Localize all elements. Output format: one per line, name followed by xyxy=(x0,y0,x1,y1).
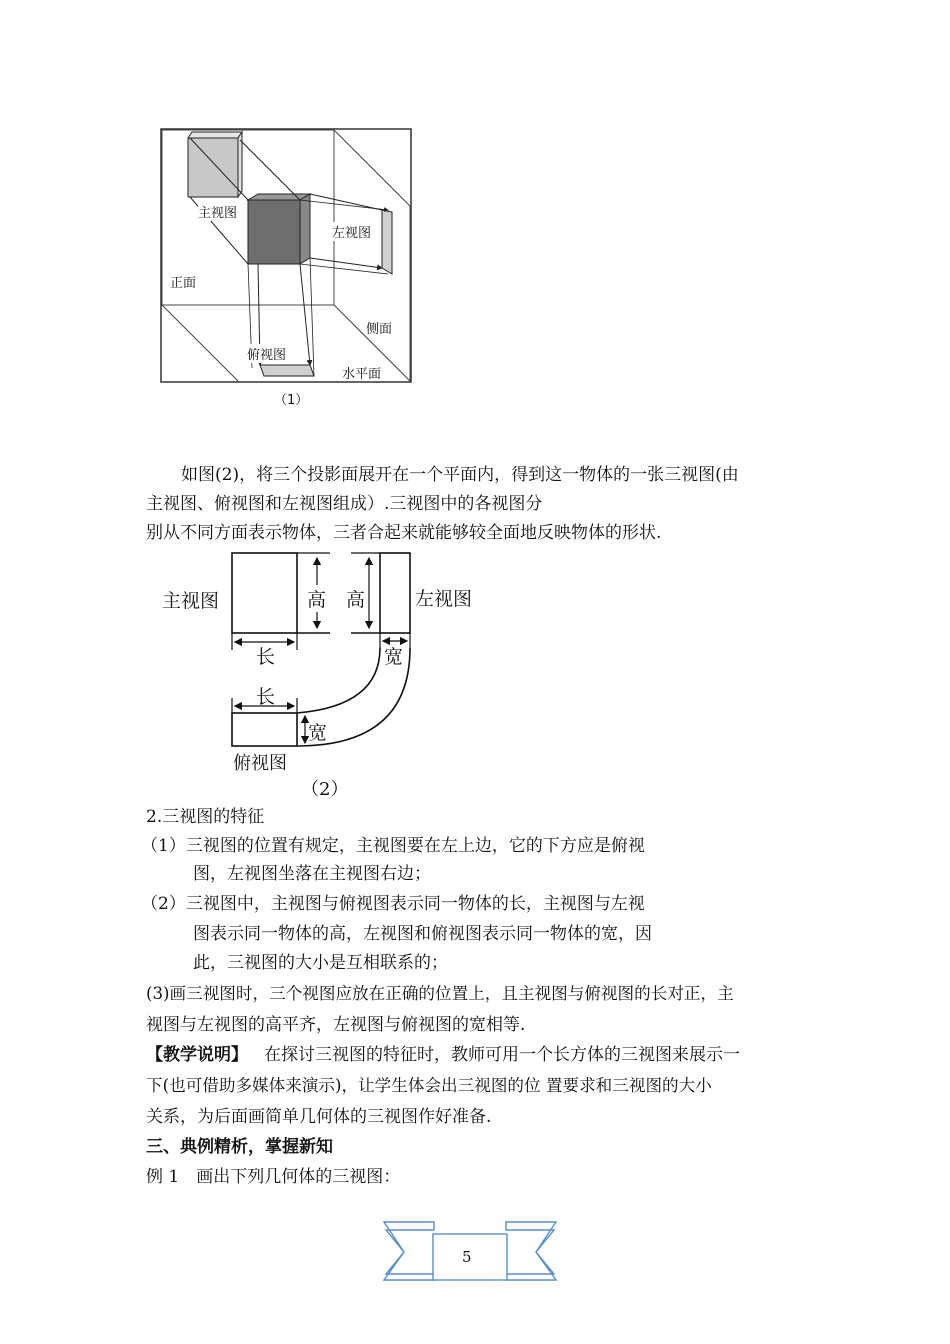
label-front-view: 主视图 xyxy=(198,202,237,221)
paragraph-1-line-3: 别从不同方面表示物体，三者合起来就能够较全面地反映物体的形状. xyxy=(146,523,662,543)
page-number-ribbon xyxy=(382,1220,558,1284)
paragraph-1-line-1: 如图(2)，将三个投影面展开在一个平面内，得到这一物体的一张三视图(由 xyxy=(181,465,739,485)
section-2-item-3-b: 视图与左视图的高平齐，左视图与俯视图的宽相等. xyxy=(146,1015,526,1035)
section-2-item-2-a: （2）三视图中，主视图与俯视图表示同一物体的长，主视图与左视 xyxy=(141,894,645,914)
teaching-note-text-1: 在探讨三视图的特征时，教师可用一个长方体的三视图来展示一 xyxy=(264,1045,740,1065)
figure-2-caption: （2） xyxy=(301,779,349,800)
teaching-note-line-3: 关系，为后面画简单几何体的三视图作好准备. xyxy=(146,1107,492,1127)
fig2-width-label-1: 宽 xyxy=(384,646,404,668)
section-2-item-2-c: 此，三视图的大小是互相联系的； xyxy=(193,953,448,973)
section-2-item-2-b: 图表示同一物体的高，左视图和俯视图表示同一物体的宽，因 xyxy=(193,924,652,944)
fig2-top-view-label: 俯视图 xyxy=(233,753,287,774)
label-front-face: 正面 xyxy=(170,276,197,291)
section-2-item-1-a: （1）三视图的位置有规定，主视图要在左上边，它的下方应是俯视 xyxy=(141,836,645,856)
page-number: 5 xyxy=(462,1248,472,1266)
label-side-face: 侧面 xyxy=(366,322,393,337)
label-horizontal-plane: 水平面 xyxy=(342,367,382,382)
example-1-text: 例 1 画出下列几何体的三视图： xyxy=(146,1167,401,1187)
fig2-height-label-1: 高 xyxy=(307,585,326,612)
figure-1 xyxy=(160,128,412,383)
label-top-view: 俯视图 xyxy=(247,344,286,363)
section-2-item-1-b: 图，左视图坐落在主视图右边； xyxy=(193,864,431,884)
fig2-length-label-2: 长 xyxy=(256,686,276,708)
fig2-width-label-2: 宽 xyxy=(308,722,328,744)
section-2-heading: 2.三视图的特征 xyxy=(146,807,265,827)
teaching-note-label: 【教学说明】 xyxy=(146,1045,248,1065)
figure-1-caption: （1） xyxy=(274,393,309,408)
fig2-height-label-2: 高 xyxy=(346,589,366,611)
fig2-length-label-1: 长 xyxy=(256,646,276,668)
section-2-item-3-a: (3)画三视图时，三个视图应放在正确的位置上，且主视图与俯视图的长对正，主 xyxy=(146,984,734,1003)
figure-2 xyxy=(155,548,485,798)
paragraph-1-line-2: 主视图、俯视图和左视图组成）.三视图中的各视图分 xyxy=(146,494,543,514)
label-left-view: 左视图 xyxy=(332,222,371,241)
section-3-heading: 三、典例精析，掌握新知 xyxy=(146,1137,333,1157)
teaching-note-line-2: 下(也可借助多媒体来演示)，让学生体会出三视图的位 置要求和三视图的大小 xyxy=(146,1076,712,1095)
fig2-left-view-label: 左视图 xyxy=(415,588,473,610)
fig2-front-view-label: 主视图 xyxy=(162,590,220,612)
teaching-note-line-1 xyxy=(146,1044,740,1066)
